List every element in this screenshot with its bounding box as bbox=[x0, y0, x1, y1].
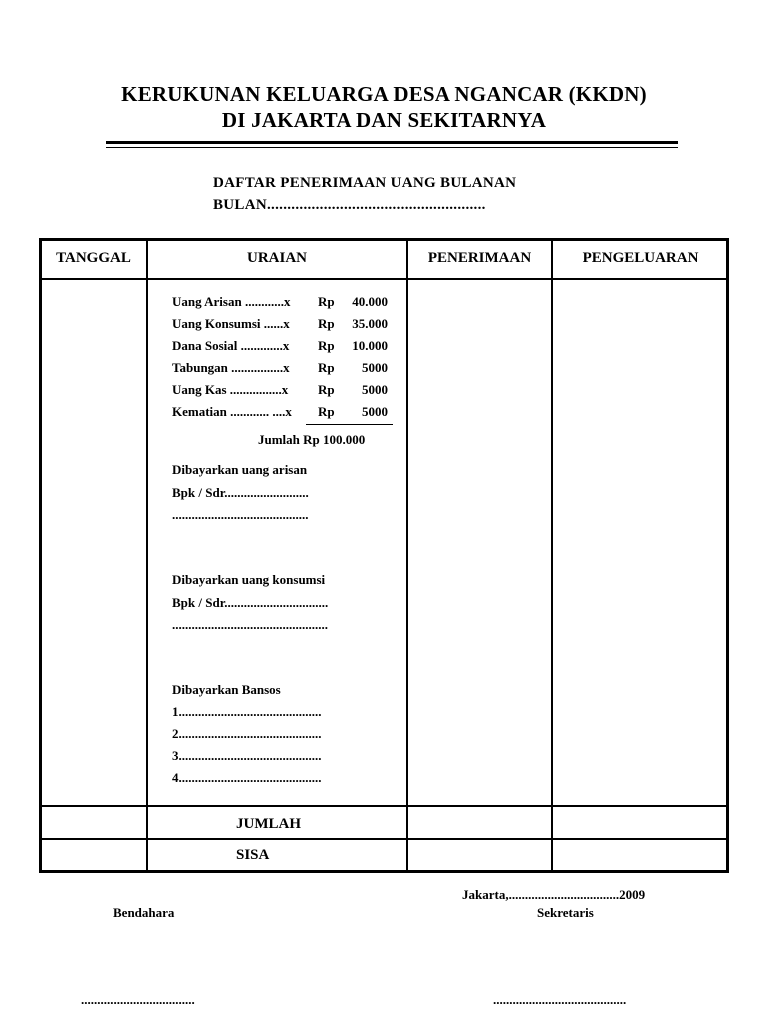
bansos-line-2[interactable]: 2............................................ bbox=[172, 726, 322, 741]
line-item-label: Dana Sosial .............x bbox=[172, 338, 290, 353]
treasurer-label: Bendahara bbox=[113, 905, 175, 920]
jumlah-row-border bbox=[39, 805, 729, 807]
line-item-currency: Rp bbox=[318, 316, 335, 331]
bansos-line-1[interactable]: 1............................................ bbox=[172, 704, 322, 719]
table-bottom-border bbox=[39, 870, 729, 873]
jumlah-row-label: JUMLAH bbox=[236, 816, 301, 832]
sisa-row-border bbox=[39, 838, 729, 840]
arisan-recipient-field[interactable]: Bpk / Sdr.......................... bbox=[172, 485, 309, 500]
line-item-label: Uang Arisan ............x bbox=[172, 294, 291, 309]
line-item-currency: Rp bbox=[318, 294, 335, 309]
bansos-heading: Dibayarkan Bansos bbox=[172, 682, 281, 697]
line-item-label: Uang Konsumsi ......x bbox=[172, 316, 290, 331]
document-title: DAFTAR PENERIMAAN UANG BULANAN bbox=[213, 175, 517, 191]
table-right-border bbox=[726, 238, 729, 873]
line-item-label: Uang Kas ................x bbox=[172, 382, 289, 397]
treasurer-signature-line[interactable]: ................................... bbox=[81, 992, 195, 1007]
line-item-label: Tabungan ................x bbox=[172, 360, 290, 375]
org-title-line1: KERUKUNAN KELUARGA DESA NGANCAR (KKDN) bbox=[121, 82, 647, 106]
col-header-penerimaan: PENERIMAAN bbox=[427, 250, 532, 266]
org-title-line2: DI JAKARTA DAN SEKITARNYA bbox=[221, 108, 547, 132]
arisan-heading: Dibayarkan uang arisan bbox=[172, 462, 308, 477]
table-top-border bbox=[39, 238, 729, 241]
sum-rule bbox=[306, 424, 393, 425]
col-header-pengeluaran: PENGELUARAN bbox=[582, 250, 699, 266]
bansos-line-3[interactable]: 3............................................ bbox=[172, 748, 322, 763]
line-item-label: Kematian ............ ....x bbox=[172, 404, 292, 419]
line-item-value: 35.000 bbox=[352, 316, 388, 331]
line-item-value: 5000 bbox=[362, 382, 388, 397]
line-item-currency: Rp bbox=[318, 338, 335, 353]
col-header-uraian: URAIAN bbox=[247, 250, 307, 266]
title-rule-thick bbox=[106, 141, 678, 144]
table-left-border bbox=[39, 238, 42, 873]
konsumsi-recipient-field[interactable]: Bpk / Sdr................................ bbox=[172, 595, 329, 610]
line-item-value: 40.000 bbox=[352, 294, 388, 309]
header-row-border bbox=[39, 278, 729, 280]
arisan-extra-field[interactable]: .......................................... bbox=[172, 507, 309, 522]
secretary-label: Sekretaris bbox=[537, 905, 594, 920]
konsumsi-heading: Dibayarkan uang konsumsi bbox=[172, 572, 326, 587]
line-item-value: 5000 bbox=[362, 360, 388, 375]
bansos-line-4[interactable]: 4............................................ bbox=[172, 770, 322, 785]
total-amount: Jumlah Rp 100.000 bbox=[258, 432, 366, 447]
line-item-currency: Rp bbox=[318, 382, 335, 397]
col-header-tanggal: TANGGAL bbox=[56, 250, 131, 266]
konsumsi-extra-field[interactable]: ................................................ bbox=[172, 617, 328, 632]
title-rule-thin bbox=[106, 147, 678, 148]
sisa-row-label: SISA bbox=[236, 847, 270, 863]
col-sep-2 bbox=[406, 238, 408, 873]
secretary-signature-line[interactable]: ......................................... bbox=[493, 992, 627, 1007]
month-field[interactable]: BULAN...................................................... bbox=[213, 197, 486, 213]
line-item-value: 5000 bbox=[362, 404, 388, 419]
line-item-value: 10.000 bbox=[352, 338, 388, 353]
col-sep-1 bbox=[146, 238, 148, 873]
line-item-currency: Rp bbox=[318, 404, 335, 419]
line-item-currency: Rp bbox=[318, 360, 335, 375]
place-date-field[interactable]: Jakarta,..................................2009 bbox=[462, 887, 646, 902]
col-sep-3 bbox=[551, 238, 553, 873]
